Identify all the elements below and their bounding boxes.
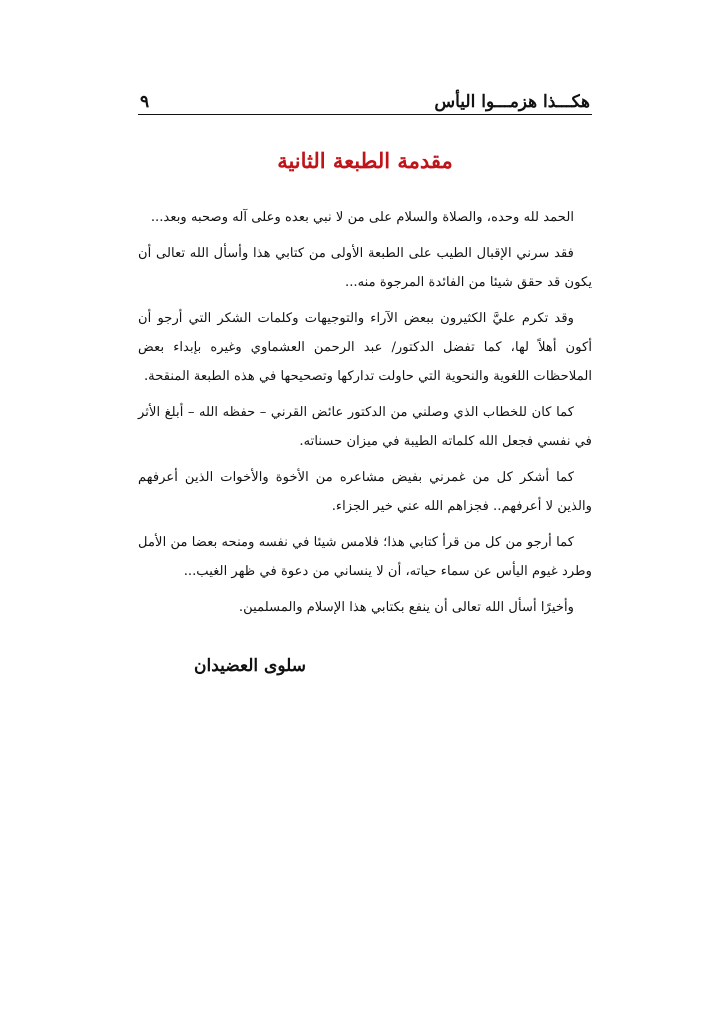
running-title: هكـــذا هزمـــوا اليأس xyxy=(434,92,590,112)
section-title: مقدمة الطبعة الثانية xyxy=(277,148,453,173)
paragraph-closing: وأخيرًا أسأل الله تعالى أن ينفع بكتابي هذا الإسلام والمسلمين. xyxy=(238,600,574,615)
author-signature: سلوى العضيدان xyxy=(194,656,306,676)
paragraph-first-edition: فقد سرني الإقبال الطيب على الطبعة الأولى من كتابي هذا وأسأل الله تعالى أن يكون قد حقق شيئا من الفائدة المرجوة منه... xyxy=(138,246,592,290)
paragraph-opening: الحمد لله وحده، والصلاة والسلام على من لا نبي بعده وعلى آله وصحبه وبعد... xyxy=(150,210,574,225)
paragraph-request: كما أرجو من كل من قرأ كتابي هذا؛ فلامس شيئا في نفسه ومنحه بعضا من الأمل وطرد غيوم اليأس عن سماء حياته، أن لا ينساني من دعوة في ظهر الغيب... xyxy=(138,535,592,579)
paragraph-feedback: وقد تكرم عليَّ الكثيرون ببعض الآراء والتوجيهات وكلمات الشكر التي أرجو أن أكون أهلاً لها، كما تفضل الدكتور/ عبد الرحمن العشماوي وغيره بإبداء بعض الملاحظات اللغوية والنحوية التي حاولت تداركها وتصحيحها في هذه الطبعة المنقحة. xyxy=(138,311,592,384)
running-header xyxy=(140,86,590,112)
paragraph-letter: كما كان للخطاب الذي وصلني من الدكتور عائض القرني – حفظه الله – أبلغ الأثر في نفسي فجعل الله كلماته الطيبة في ميزان حسناته. xyxy=(138,405,592,449)
paragraph-thanks: كما أشكر كل من غمرني بفيض مشاعره من الأخوة والأخوات الذين أعرفهم والذين لا أعرفهم.. فجزاهم الله عني خير الجزاء. xyxy=(138,470,592,514)
body-text xyxy=(138,203,592,629)
page-number: ٩ xyxy=(140,92,150,112)
header-rule xyxy=(138,114,592,115)
